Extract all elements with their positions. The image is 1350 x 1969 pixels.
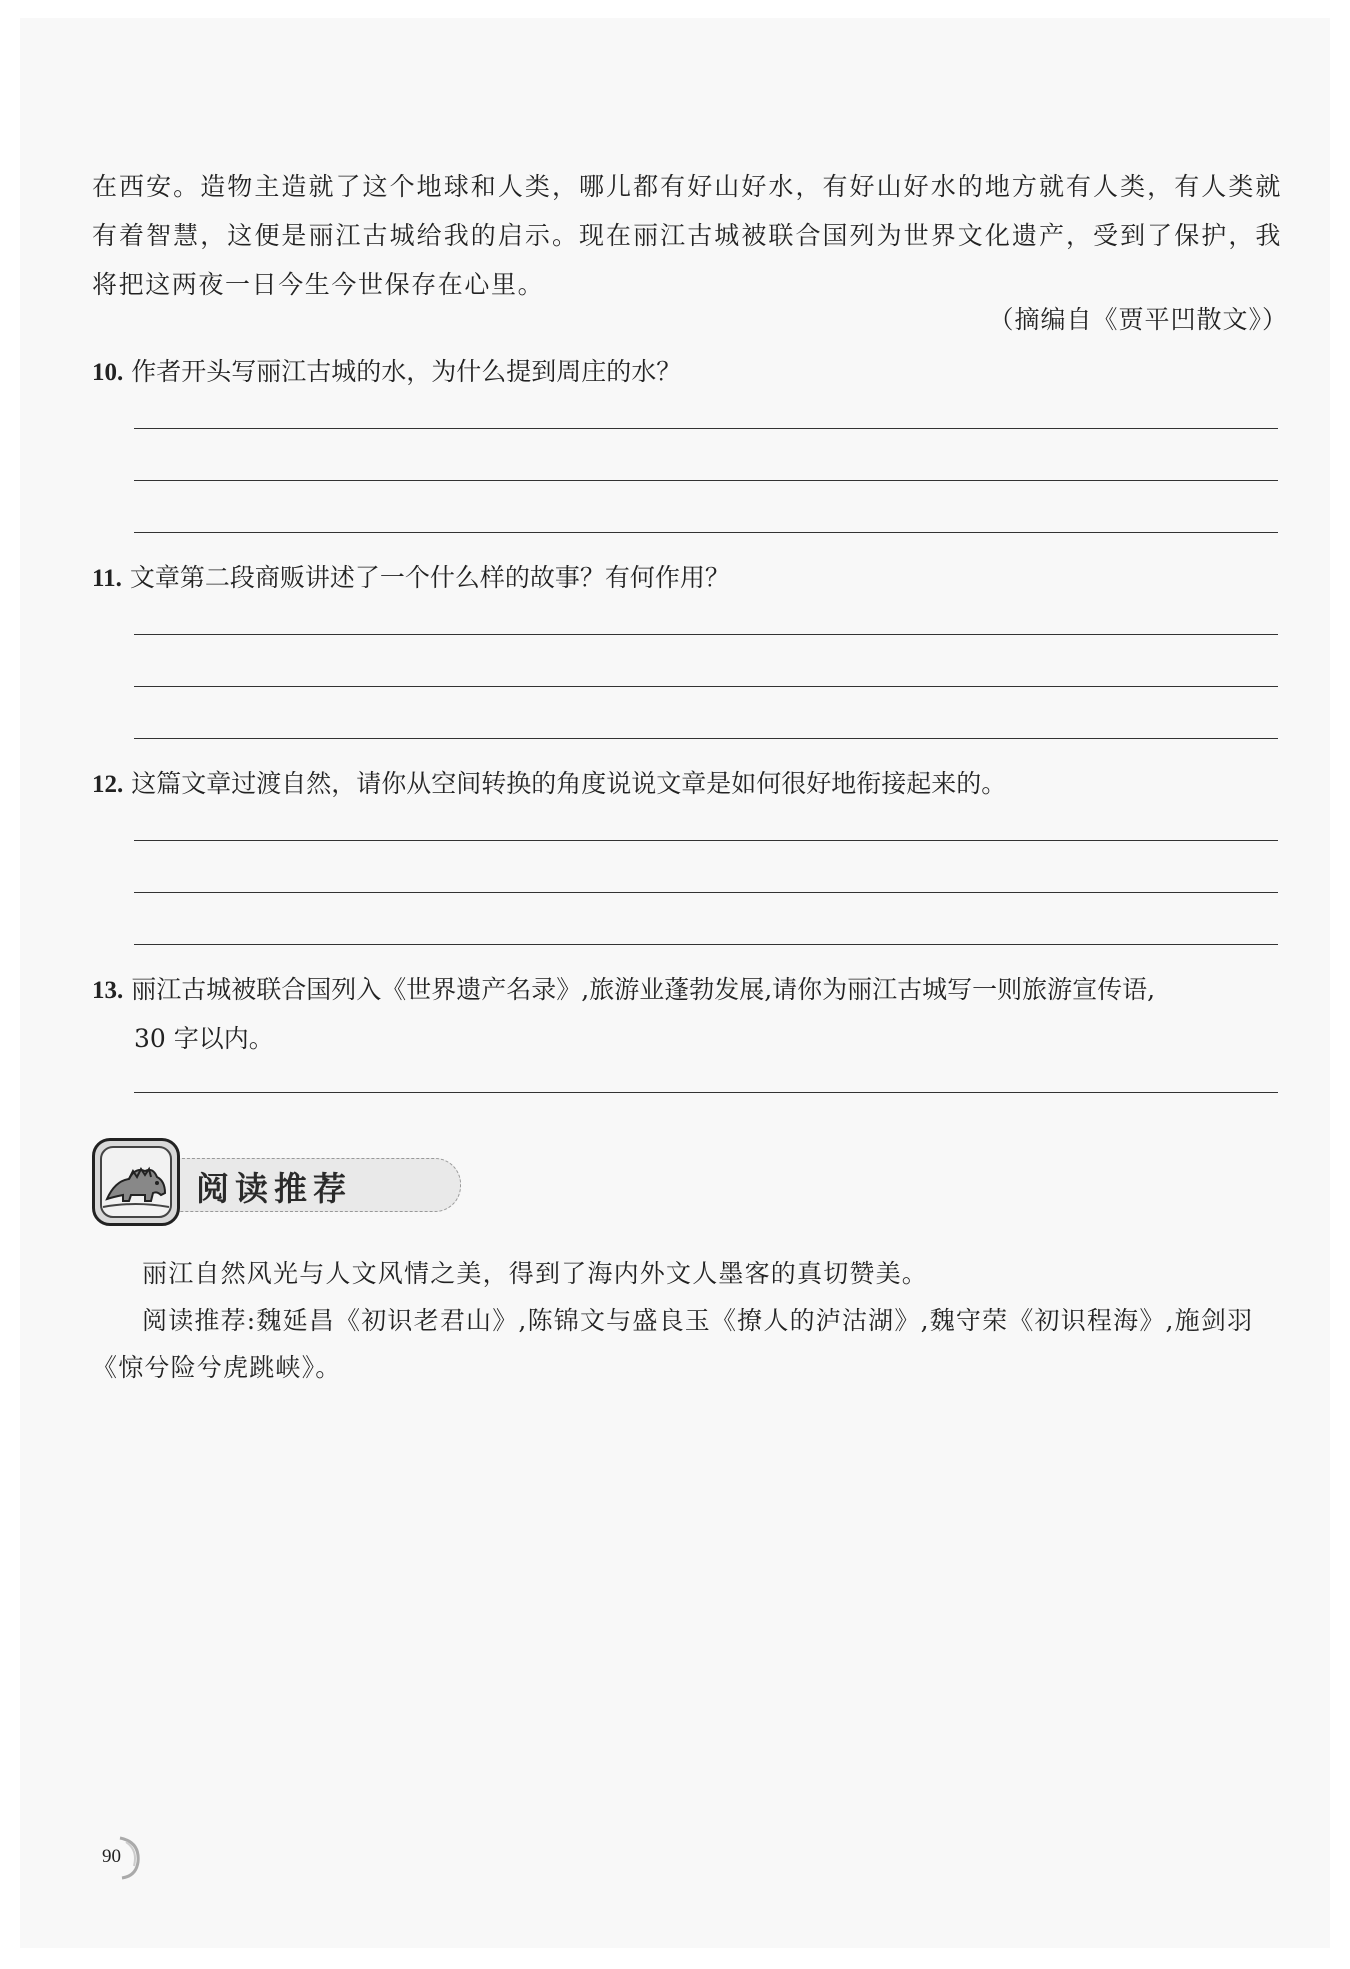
answer-line[interactable] <box>134 840 1278 841</box>
recommendation-list: 阅读推荐:魏延昌《初识老君山》,陈锦文与盛良玉《撩人的泸沽湖》,魏守荣《初识程海》,施剑羽《惊兮险兮虎跳峡》。 <box>92 1306 1254 1382</box>
answer-line[interactable] <box>134 738 1278 739</box>
question-continuation: 30 字以内。 <box>134 1024 274 1053</box>
question-12 <box>92 760 1282 809</box>
reading-recommendation-header <box>92 1138 392 1230</box>
dinosaur-icon <box>92 1138 180 1226</box>
source-attribution: （摘编自《贾平凹散文》） <box>988 305 1288 334</box>
answer-line[interactable] <box>134 892 1278 893</box>
question-10 <box>92 348 1282 397</box>
question-text: 文章第二段商贩讲述了一个什么样的故事？有何作用？ <box>129 563 730 592</box>
question-text: 作者开头写丽江古城的水，为什么提到周庄的水？ <box>131 357 682 386</box>
question-11 <box>92 554 1282 603</box>
question-number: 13. <box>92 977 124 1004</box>
question-number: 12. <box>92 771 124 798</box>
answer-line[interactable] <box>134 634 1278 635</box>
question-number: 10. <box>92 359 124 386</box>
question-number: 11. <box>92 565 122 592</box>
passage-text <box>92 162 1282 309</box>
recommendation-intro: 丽江自然风光与人文风情之美，得到了海内外文人墨客的真切赞美。 <box>142 1259 929 1288</box>
page-number <box>92 1832 142 1882</box>
recommendation-text <box>92 1250 1282 1391</box>
answer-line[interactable] <box>134 428 1278 429</box>
question-13 <box>92 966 1282 1063</box>
question-text: 这篇文章过渡自然，请你从空间转换的角度说说文章是如何很好地衔接起来的。 <box>131 769 1007 798</box>
answer-line[interactable] <box>134 944 1278 945</box>
section-title: 阅读推荐 <box>196 1169 352 1208</box>
page-number-text: 90 <box>102 1846 121 1867</box>
answer-line[interactable] <box>134 480 1278 481</box>
passage-paragraph: 在西安。造物主造就了这个地球和人类，哪儿都有好山好水，有好山好水的地方就有人类，有人类就有着智慧，这便是丽江古城给我的启示。现在丽江古城被联合国列为世界文化遗产，受到了保护，我将把这两夜一日今生今世保存在心里。 <box>92 172 1282 299</box>
question-text: 丽江古城被联合国列入《世界遗产名录》,旅游业蓬勃发展,请你为丽江古城写一则旅游宣传语, <box>131 975 1156 1004</box>
answer-line[interactable] <box>134 686 1278 687</box>
answer-line[interactable] <box>134 1092 1278 1093</box>
answer-line[interactable] <box>134 532 1278 533</box>
